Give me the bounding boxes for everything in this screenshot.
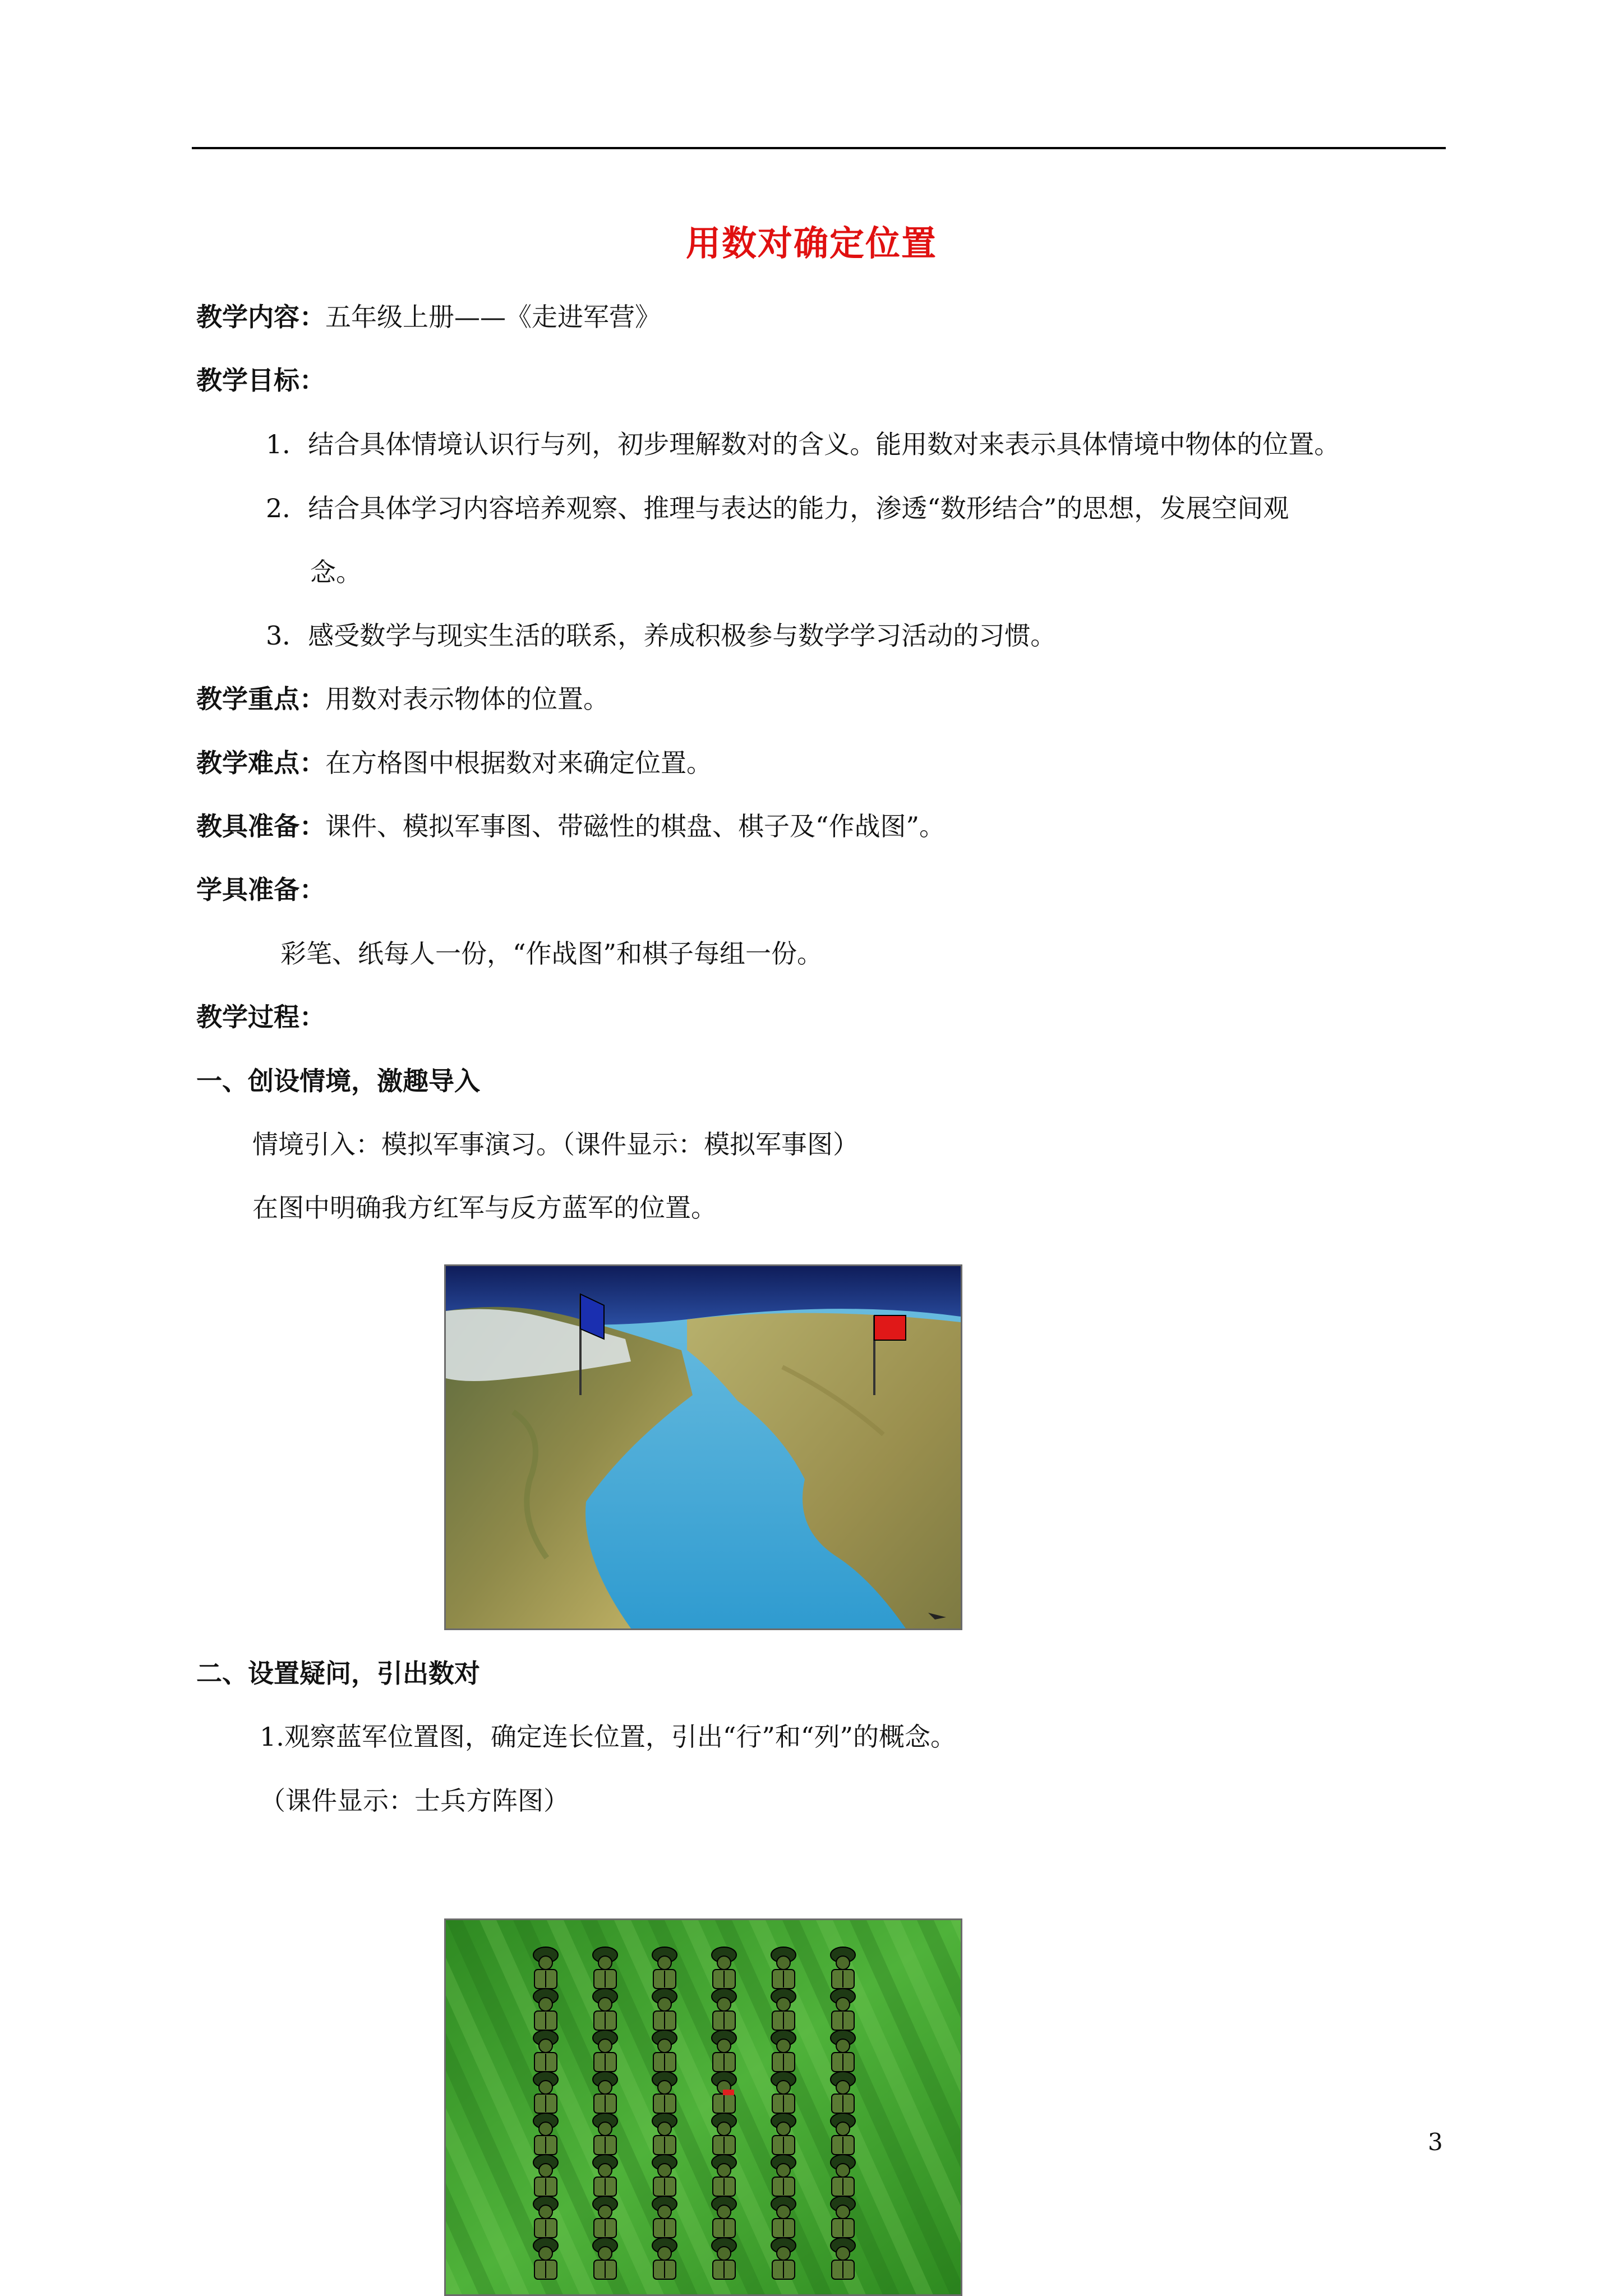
goal-item-1: 1．结合具体情境认识行与列，初步理解数对的含义。能用数对来表示具体情境中物体的位置。 bbox=[266, 429, 1340, 459]
teaching-content bbox=[196, 300, 661, 334]
page-number: 3 bbox=[1428, 2128, 1443, 2156]
teaching-process-label: 教学过程： bbox=[196, 1002, 325, 1032]
student-tools-value: 彩笔、纸每人一份，“作战图”和棋子每组一份。 bbox=[280, 938, 823, 969]
military-map-figure bbox=[444, 1264, 962, 1630]
soldier-formation-figure bbox=[444, 1918, 962, 2296]
teaching-key-value: 用数对表示物体的位置。 bbox=[325, 684, 609, 714]
section-2-heading: 二、设置疑问，引出数对 bbox=[196, 1658, 480, 1688]
page-title: 用数对确定位置 bbox=[685, 223, 937, 264]
teaching-difficulty bbox=[196, 746, 712, 780]
teaching-tools-value: 课件、模拟军事图、带磁性的棋盘、棋子及“作战图”。 bbox=[325, 811, 946, 841]
section-1-heading: 一、创设情境，激趣导入 bbox=[196, 1066, 480, 1096]
goal-item-3: 3．感受数学与现实生活的联系，养成积极参与数学学习活动的习惯。 bbox=[266, 620, 1057, 651]
goal-item-2: 2．结合具体学习内容培养观察、推理与表达的能力，渗透“数形结合”的思想，发展空间观 bbox=[266, 493, 1289, 523]
intro-text-2: 在图中明确我方红军与反方蓝军的位置。 bbox=[252, 1193, 717, 1223]
teaching-difficulty-value: 在方格图中根据数对来确定位置。 bbox=[325, 748, 712, 778]
header-rule bbox=[192, 147, 1446, 149]
teaching-key bbox=[196, 682, 609, 716]
intro-text: 情境引入：模拟军事演习。（课件显示：模拟军事图） bbox=[252, 1129, 859, 1159]
teaching-goal-label: 教学目标： bbox=[196, 365, 325, 395]
step-1-text: 1.观察蓝军位置图，确定连长位置，引出“行”和“列”的概念。 bbox=[260, 1722, 956, 1752]
teaching-difficulty-label: 教学难点： bbox=[196, 748, 325, 778]
teaching-tools-label: 教具准备： bbox=[196, 811, 325, 841]
teaching-content-value: 五年级上册——《走进军营》 bbox=[325, 302, 661, 332]
company-commander-marker bbox=[723, 2090, 734, 2095]
military-map-image bbox=[446, 1266, 961, 1628]
teaching-tools bbox=[196, 809, 945, 843]
teaching-key-label: 教学重点： bbox=[196, 684, 325, 714]
teaching-content-label: 教学内容： bbox=[196, 302, 325, 332]
student-tools-label: 学具准备： bbox=[196, 875, 325, 905]
courseware-note: （课件显示：士兵方阵图） bbox=[260, 1786, 569, 1816]
goal-item-2-continued: 念。 bbox=[310, 557, 362, 587]
soldier-formation-image bbox=[446, 1920, 961, 2296]
red-flag-icon bbox=[874, 1315, 906, 1340]
